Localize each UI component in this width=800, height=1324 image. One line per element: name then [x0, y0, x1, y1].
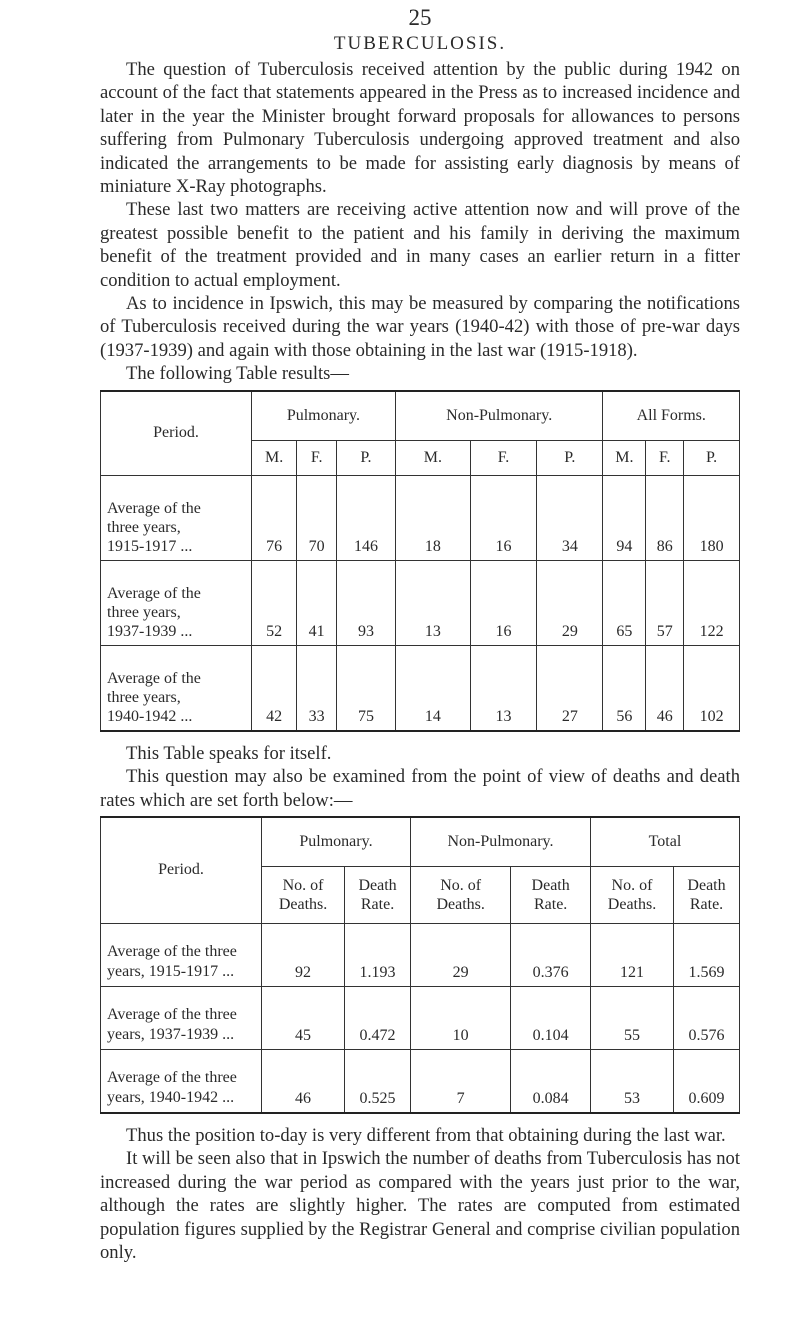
- table-cell: 29: [410, 923, 510, 986]
- t1-sub-header: M.: [252, 440, 297, 475]
- table-cell: 45: [262, 986, 345, 1049]
- table-cell: 0.609: [674, 1049, 740, 1113]
- table-cell: 1.193: [345, 923, 411, 986]
- paragraph-3: As to incidence in Ipswich, this may be measured by comparing the notifications of Tuberculosis received during the war years (1940-42) with those of pre-war days (1937-1939) and again with those obtaining in the last war (1915-1918).: [100, 293, 740, 361]
- table-cell: 10: [410, 986, 510, 1049]
- table-cell: 27: [537, 645, 603, 731]
- t2-sub-header: No. of Deaths.: [410, 866, 510, 923]
- paragraph-6: This question may also be examined from the point of view of deaths and death rates which are set forth below:—: [100, 766, 740, 811]
- t1-row-label: Average of the three years, 1937-1939 ...: [101, 560, 252, 645]
- page-number: 25: [408, 5, 432, 30]
- table-cell: 93: [337, 560, 396, 645]
- table-cell: 18: [395, 475, 470, 560]
- table-cell: 46: [646, 645, 684, 731]
- table-cell: 33: [297, 645, 337, 731]
- table-cell: 0.376: [511, 923, 591, 986]
- t1-sub-header: M.: [395, 440, 470, 475]
- table-cell: 34: [537, 475, 603, 560]
- table-cell: 55: [590, 986, 673, 1049]
- table-cell: 13: [395, 560, 470, 645]
- t2-sub-header: Death Rate.: [511, 866, 591, 923]
- table-cell: 94: [603, 475, 646, 560]
- t1-sub-header: F.: [646, 440, 684, 475]
- table-cell: 53: [590, 1049, 673, 1113]
- table-row: [101, 645, 740, 731]
- table-cell: 70: [297, 475, 337, 560]
- t1-row-label: Average of the three years, 1940-1942 ...: [101, 645, 252, 731]
- t2-period-header: Period.: [101, 817, 262, 924]
- table-cell: 146: [337, 475, 396, 560]
- t1-sub-header: P.: [337, 440, 396, 475]
- t1-sub-header: M.: [603, 440, 646, 475]
- table-cell: 1.569: [674, 923, 740, 986]
- table-row: [101, 923, 740, 986]
- table-cell: 86: [646, 475, 684, 560]
- table-cell: 0.084: [511, 1049, 591, 1113]
- table-row: [101, 986, 740, 1049]
- t1-header-all-forms: All Forms.: [603, 391, 740, 441]
- table-cell: 121: [590, 923, 673, 986]
- t1-row-label: Average of the three years, 1915-1917 ...: [101, 475, 252, 560]
- table-row: [101, 560, 740, 645]
- t1-header-non-pulmonary: Non-Pulmonary.: [395, 391, 603, 441]
- table-row: [101, 1049, 740, 1113]
- t2-sub-header: Death Rate.: [674, 866, 740, 923]
- table-cell: 75: [337, 645, 396, 731]
- t2-header-pulmonary: Pulmonary.: [262, 817, 411, 867]
- t1-sub-header: P.: [684, 440, 740, 475]
- paragraph-4: The following Table results—: [126, 363, 349, 385]
- deaths-table: [100, 816, 740, 1114]
- document-page: [100, 4, 740, 1264]
- t2-sub-header: No. of Deaths.: [262, 866, 345, 923]
- table-cell: 0.104: [511, 986, 591, 1049]
- t2-header-total: Total: [590, 817, 739, 867]
- table-cell: 0.576: [674, 986, 740, 1049]
- table-cell: 41: [297, 560, 337, 645]
- notifications-table: [100, 390, 740, 732]
- t1-header-pulmonary: Pulmonary.: [252, 391, 396, 441]
- paragraph-2: These last two matters are receiving active attention now and will prove of the greatest possible benefit to the patient and his family in deriving the maximum benefit of the treatment provided and in many cases an earlier return in a fitter condition to actual employment.: [100, 199, 740, 291]
- table-cell: 16: [470, 560, 536, 645]
- table-cell: 14: [395, 645, 470, 731]
- paragraph-8: It will be seen also that in Ipswich the number of deaths from Tuberculosis has not increased during the war period as compared with the years just prior to the war, although the rates are slightly higher. The rates are computed from estimated population figures supplied by the Registrar General and comprise civilian population only.: [100, 1148, 741, 1263]
- table-cell: 13: [470, 645, 536, 731]
- t2-row-label: Average of the three years, 1937-1939 ...: [101, 986, 262, 1049]
- t2-sub-header: Death Rate.: [345, 866, 411, 923]
- table-cell: 42: [252, 645, 297, 731]
- table-cell: 52: [252, 560, 297, 645]
- t1-sub-header: P.: [537, 440, 603, 475]
- table-cell: 122: [684, 560, 740, 645]
- table-cell: 65: [603, 560, 646, 645]
- table-cell: 29: [537, 560, 603, 645]
- table-cell: 102: [684, 645, 740, 731]
- paragraph-7: Thus the position to-day is very different from that obtaining during the last war.: [126, 1124, 726, 1146]
- table-cell: 57: [646, 560, 684, 645]
- t2-sub-header: No. of Deaths.: [590, 866, 673, 923]
- table-cell: 76: [252, 475, 297, 560]
- paragraph-5: This Table speaks for itself.: [126, 742, 332, 764]
- table-cell: 0.472: [345, 986, 411, 1049]
- table-cell: 16: [470, 475, 536, 560]
- table-cell: 7: [410, 1049, 510, 1113]
- t1-sub-header: F.: [470, 440, 536, 475]
- section-title: TUBERCULOSIS.: [333, 33, 507, 54]
- table-cell: 92: [262, 923, 345, 986]
- table-row: [101, 475, 740, 560]
- table-cell: 180: [684, 475, 740, 560]
- t1-period-header: Period.: [101, 391, 252, 476]
- table-cell: 0.525: [345, 1049, 411, 1113]
- t2-row-label: Average of the three years, 1915-1917 ...: [101, 923, 262, 986]
- table-cell: 56: [603, 645, 646, 731]
- paragraph-1: The question of Tuberculosis received attention by the public during 1942 on account of the fact that statements appeared in the Press as to increased incidence and later in the year the Minister brought forward proposals for allowances to persons suffering from Pulmonary Tuberculosis undergoing approved treatment and also indicated the arrangements to be made for assisting early diagnosis by means of miniature X-Ray photographs.: [100, 59, 740, 198]
- t2-row-label: Average of the three years, 1940-1942 ...: [101, 1049, 262, 1113]
- t2-header-non-pulmonary: Non-Pulmonary.: [410, 817, 590, 867]
- t1-sub-header: F.: [297, 440, 337, 475]
- table-cell: 46: [262, 1049, 345, 1113]
